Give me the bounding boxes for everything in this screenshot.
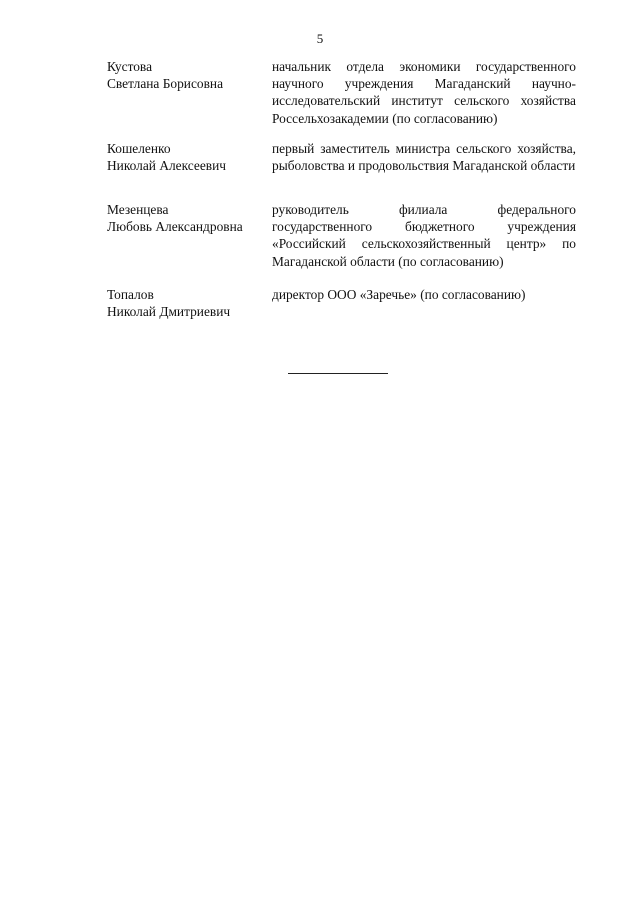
person-position: директор ООО «Заречье» (по согласованию)	[272, 287, 526, 302]
person-given-names: Николай Алексеевич	[107, 158, 227, 174]
person-given-names: Светлана Борисовна	[107, 76, 224, 92]
person-surname: Топалов	[107, 287, 154, 302]
page-number: 5	[316, 31, 324, 46]
person-position: руководитель филиала федерального государственного бюджетного учреждения «Российский сельскохозяйственный центр» по Магаданской области (по согласованию)	[272, 202, 576, 269]
person-name	[107, 58, 267, 92]
person-position: начальник отдела экономики государственного научного учреждения Магаданский научно-исследовательский институт сельского хозяйства Россельхозакадемии (по согласованию)	[272, 59, 576, 126]
person-name	[107, 140, 267, 174]
person-surname: Мезенцева	[107, 202, 169, 217]
person-surname: Кустова	[107, 59, 153, 74]
person-name	[107, 286, 267, 320]
closing-divider	[288, 373, 388, 374]
person-given-names: Любовь Александровна	[107, 219, 243, 235]
person-position: первый заместитель министра сельского хозяйства, рыболовства и продовольствия Магаданской области	[272, 141, 576, 174]
person-given-names: Николай Дмитриевич	[107, 304, 231, 320]
person-surname: Кошеленко	[107, 141, 171, 156]
person-name	[107, 201, 267, 235]
